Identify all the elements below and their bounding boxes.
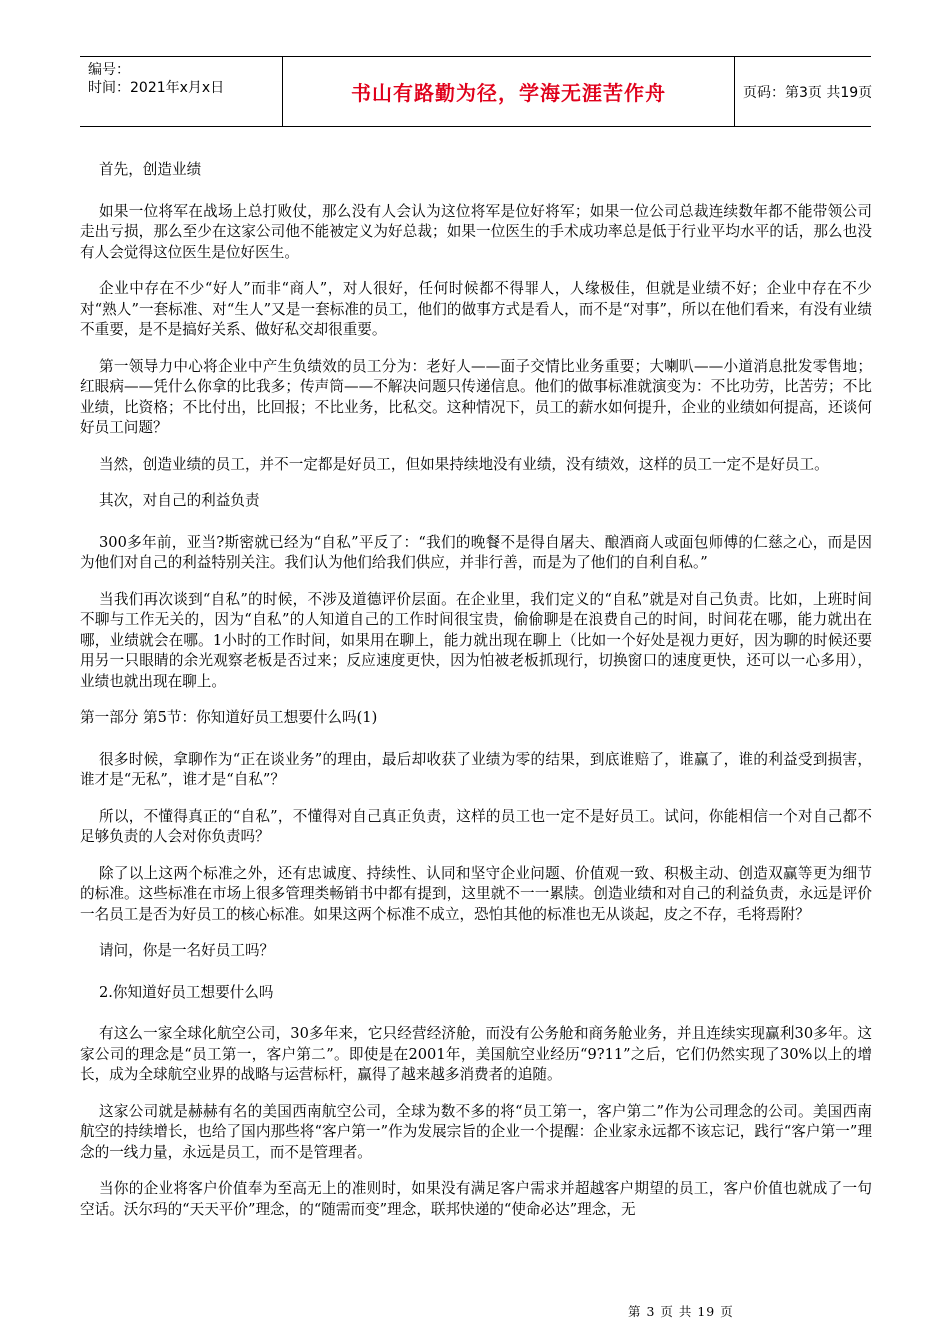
header-page-cell [735, 57, 871, 126]
paragraph: 300多年前，亚当?斯密就已经为“自私”平反了：“我们的晚餐不是得自屠夫、酿酒商人或面包师傅的仁慈之心，而是因为他们对自己的利益特别关注。我们认为他们给我们供应，并非行善，而是为了他们的自利自私。” [80, 533, 872, 571]
motto-text: 书山有路勤为径，学海无涯苦作舟 [351, 81, 666, 105]
paragraph: 当你的企业将客户价值奉为至高无上的准则时，如果没有满足客户需求并超越客户期望的员工，客户价值也就成了一句空话。沃尔玛的“天天平价”理念，的“随需而变”理念，联邦快递的“使命必达”理念，无 [80, 1180, 872, 1218]
paragraph: 企业中存在不少“好人”而非“商人”，对人很好，任何时候都不得罪人，人缘极佳，但就是业绩不好；企业中存在不少对“熟人”一套标准、对“生人”又是一套标准的员工，他们的做事方式是看人，而不是“对事”，所以在他们看来，有没有业绩不重要，是不是搞好关系、做好私交却很重要。 [80, 280, 872, 338]
paragraph: 很多时候，拿聊作为“正在谈业务”的理由，最后却收获了业绩为零的结果，到底谁赔了，谁赢了，谁的利益受到损害，谁才是“无私”，谁才是“自私”？ [80, 750, 872, 788]
page-footer: 第 3 页 共 19 页 [628, 1304, 734, 1319]
paragraph: 这家公司就是赫赫有名的美国西南航空公司，全球为数不多的将“员工第一，客户第二”作为公司理念的公司。美国西南航空的持续增长，也给了国内那些将“客户第一”作为发展宗旨的企业一个提醒：企业家永远都不该忘记，践行“客户第一”理念的一线力量，永远是员工，而不是管理者。 [80, 1102, 872, 1161]
page-number-label: 页码：第3页 共19页 [743, 84, 873, 101]
paragraph: 请问，你是一名好员工吗？ [99, 942, 275, 959]
section-heading: 首先，创造业绩 [99, 161, 202, 178]
paragraph: 如果一位将军在战场上总打败仗，那么没有人会认为这位将军是位好将军；如果一位公司总裁连续数年都不能带领公司走出亏损，那么至少在这家公司他不能被定义为好总裁；如果一位医生的手术成功率总是低于行业平均水平的话，那么也没有人会觉得这位医生是位好医生。 [80, 202, 872, 261]
time-label: 时间：2021年x月x日 [88, 80, 225, 96]
paragraph: 第一领导力中心将企业中产生负绩效的员工分为：老好人——面子交情比业务重要；大喇叭——小道消息批发零售地；红眼病——凭什么你拿的比我多；传声筒——不解决问题只传递信息。他们的做事标准就演变为：不比功劳，比苦劳；不比业绩，比资格；不比付出，比回报；不比业务，比私交。这种情况下，员工的薪水如何提升，企业的业绩如何提高，还谈何好员工问题？ [80, 357, 872, 436]
header-motto-cell [283, 57, 735, 126]
paragraph: 当然，创造业绩的员工，并不一定都是好员工，但如果持续地没有业绩，没有绩效，这样的员工一定不是好员工。 [99, 455, 829, 473]
document-body [80, 160, 872, 1236]
paragraph: 有这么一家全球化航空公司，30多年来，它只经营经济舱，而没有公务舱和商务舱业务，并且连续实现赢利30多年。这家公司的理念是“员工第一，客户第二”。即使是在2001年，美国航空业经历“9?11”之后，它们仍然实现了30%以上的增长，成为全球航空业界的战略与运营标杆，赢得了越来越多消费者的追随。 [80, 1025, 872, 1083]
section-heading: 2.你知道好员工想要什么吗 [99, 983, 274, 1001]
header-meta-cell [80, 57, 283, 126]
paragraph: 当我们再次谈到“自私”的时候，不涉及道德评价层面。在企业里，我们定义的“自私”就是对自己负责。比如，上班时间不聊与工作无关的，因为“自私”的人知道自己的工作时间很宝贵，偷偷聊是在浪费自己的时间，时间花在哪，能力就出在哪，业绩就会在哪。1小时的工作时间，如果用在聊上，能力就出现在聊上（比如一个好处是视力更好，因为聊的时候还要用另一只眼睛的余光观察老板是否过来；反应速度更快，因为怕被老板抓现行，切换窗口的速度更快，还可以一心多用），业绩也就出现在聊上。 [80, 590, 872, 690]
paragraph: 所以，不懂得真正的“自私”，不懂得对自己真正负责，这样的员工也一定不是好员工。试问，你能相信一个对自己都不足够负责的人会对你负责吗？ [80, 807, 872, 845]
paragraph: 除了以上这两个标准之外，还有忠诚度、持续性、认同和坚守企业问题、价值观一致、积极主动、创造双赢等更为细节的标准。这些标准在市场上很多管理类畅销书中都有提到，这里就不一一累牍。创造业绩和对自己的利益负责，永远是评价一名员工是否为好员工的核心标准。如果这两个标准不成立，恐怕其他的标准也无从谈起，皮之不存，毛将焉附？ [80, 864, 872, 923]
number-label: 编号： [88, 62, 130, 78]
section-heading: 其次，对自己的利益负责 [99, 492, 260, 509]
document-header [80, 56, 871, 127]
chapter-heading: 第一部分 第5节：你知道好员工想要什么吗(1) [80, 709, 378, 726]
